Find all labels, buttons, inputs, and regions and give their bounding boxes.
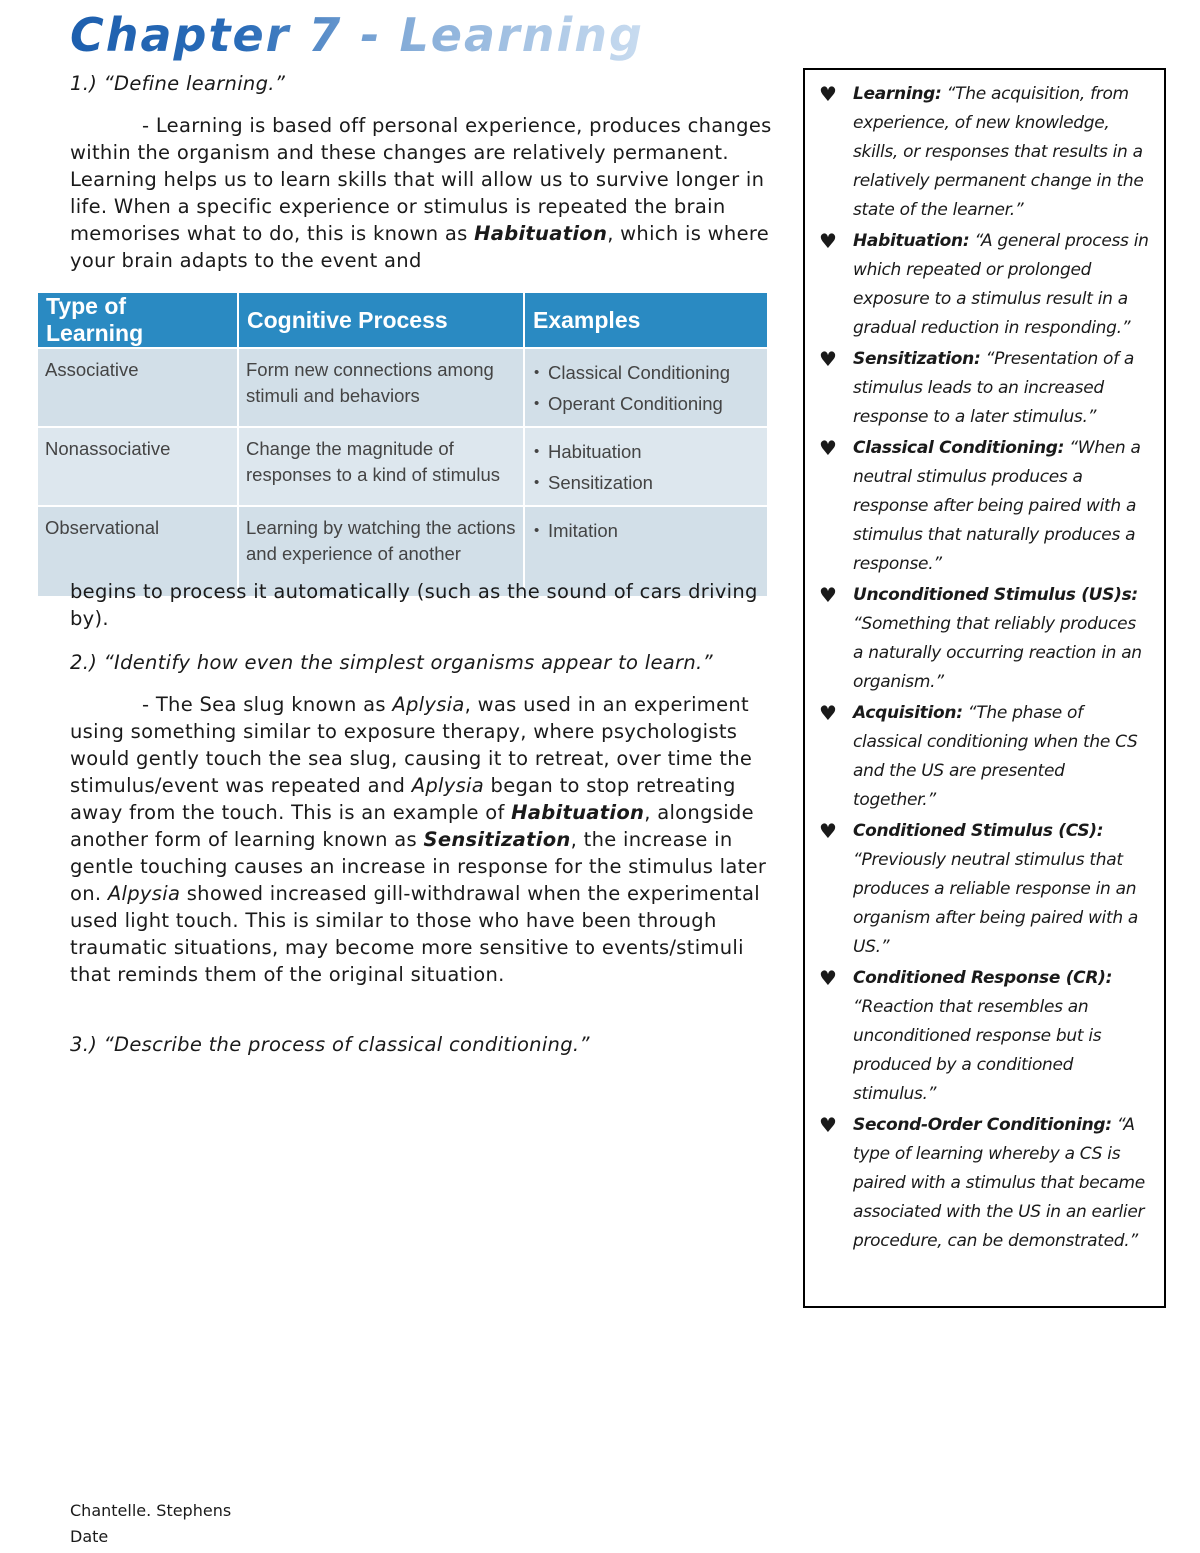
table-cell-type: Observational <box>38 506 238 596</box>
list-item: • Imitation <box>532 515 760 546</box>
answer-1-text: - Learning is based off personal experience, produces changes within the organism and these changes are relatively permanent. Learning helps us to learn skills that will allow us to survive longer in life. When a specific experience or stimulus is repeated the brain memorises what to do, this is known as <box>70 114 772 245</box>
table-header: Type of Learning <box>38 293 238 348</box>
term-alpysia: Alpysia <box>107 882 181 905</box>
list-item: • Sensitization <box>532 467 760 498</box>
table-cell-process: Change the magnitude of responses to a kind of stimulus <box>238 427 524 506</box>
table-row <box>38 427 767 506</box>
answer-2-paragraph: - The Sea slug known as Aplysia, was used in an experiment using something similar to exposure therapy, where psychologists would gently touch the sea slug, causing it to retreat, over time the stimulus/event was repeated and Aplysia began to stop retreating away from the touch. This is an example of Habituation, alongside another form of learning known as Sensitization, the increase in gentle touching causes an increase in response for the stimulus later on. Alpysia showed increased gill-withdrawal when the experimental used light touch. This is similar to those who have been through traumatic situations, may become more sensitive to events/stimuli that reminds them of the original situation. <box>70 693 767 986</box>
learning-types-table <box>38 293 767 596</box>
table-cell-type: Associative <box>38 348 238 427</box>
definitions-list <box>805 70 1164 1256</box>
author-name: Chantelle. Stephens <box>70 1501 232 1520</box>
heart-icon: ♥ <box>819 436 837 460</box>
table-row <box>38 348 767 427</box>
table-cell-process: Learning by watching the actions and experience of another <box>238 506 524 596</box>
list-item: ♥ Learning: “The acquisition, from experience, of new knowledge, skills, or responses that results in a relatively permanent change in the state of the learner.” <box>819 82 1144 220</box>
list-item: ♥ Second-Order Conditioning: “A type of learning whereby a CS is paired with a stimulus that became associated with the US in an earlier procedure, can be demonstrated.” <box>819 1113 1145 1251</box>
term-habituation: Habituation <box>474 222 608 245</box>
list-item: ♥ Unconditioned Stimulus (US)s: “Something that reliably produces a naturally occurring reaction in an organism.” <box>819 583 1142 692</box>
definitions-box <box>803 68 1166 1308</box>
list-item: ♥ Conditioned Stimulus (CS): “Previously neutral stimulus that produces a reliable response in an organism after being paired with a US.” <box>819 819 1139 957</box>
list-item: ♥ Conditioned Response (CR): “Reaction that resembles an unconditioned response but is produced by a conditioned stimulus.” <box>819 966 1113 1104</box>
heart-icon: ♥ <box>819 701 837 725</box>
answer-1-paragraph <box>70 112 785 274</box>
heart-icon: ♥ <box>819 82 837 106</box>
answer-1-text-end: , which is where your brain adapts to the event and <box>70 222 770 272</box>
table-cell-type: Nonassociative <box>38 427 238 506</box>
heart-icon: ♥ <box>819 819 837 843</box>
list-item: ♥ Habituation: “A general process in which repeated or prolonged exposure to a stimulus result in a gradual reduction in responding.” <box>819 229 1149 338</box>
list-item: ♥ Classical Conditioning: “When a neutral stimulus produces a response after being paired with a stimulus that naturally produces a response.” <box>819 436 1141 574</box>
term-aplysia: Aplysia <box>411 774 485 797</box>
term-habituation: Habituation <box>511 801 645 824</box>
question-2: 2.) “Identify how even the simplest organisms appear to learn.” <box>70 651 713 674</box>
table-cell-process: Form new connections among stimuli and behaviors <box>238 348 524 427</box>
date-label: Date <box>70 1527 109 1546</box>
table-header: Examples <box>524 293 767 348</box>
question-1: 1.) “Define learning.” <box>70 72 286 95</box>
term-sensitization: Sensitization <box>423 828 571 851</box>
footer <box>70 1498 231 1550</box>
list-item: • Habituation <box>532 436 760 467</box>
table-cell-examples <box>524 427 767 506</box>
list-item: ♥ Sensitization: “Presentation of a stimulus leads to an increased response to a later stimulus.” <box>819 347 1135 427</box>
heart-icon: ♥ <box>819 229 837 253</box>
term-aplysia: Aplysia <box>392 693 465 716</box>
table-header: Cognitive Process <box>238 293 524 348</box>
list-item: ♥ Acquisition: “The phase of classical conditioning when the CS and the US are presented together.” <box>819 701 1138 810</box>
answer-1-continued: begins to process it automatically (such as the sound of cars driving by). <box>70 580 758 630</box>
question-3: 3.) “Describe the process of classical conditioning.” <box>70 1033 590 1056</box>
list-item: • Operant Conditioning <box>532 388 760 419</box>
heart-icon: ♥ <box>819 583 837 607</box>
heart-icon: ♥ <box>819 966 837 990</box>
list-item: • Classical Conditioning <box>532 357 760 388</box>
page-title: Chapter 7 - Learning <box>70 8 644 62</box>
heart-icon: ♥ <box>819 347 837 371</box>
table-cell-examples <box>524 348 767 427</box>
heart-icon: ♥ <box>819 1113 837 1137</box>
